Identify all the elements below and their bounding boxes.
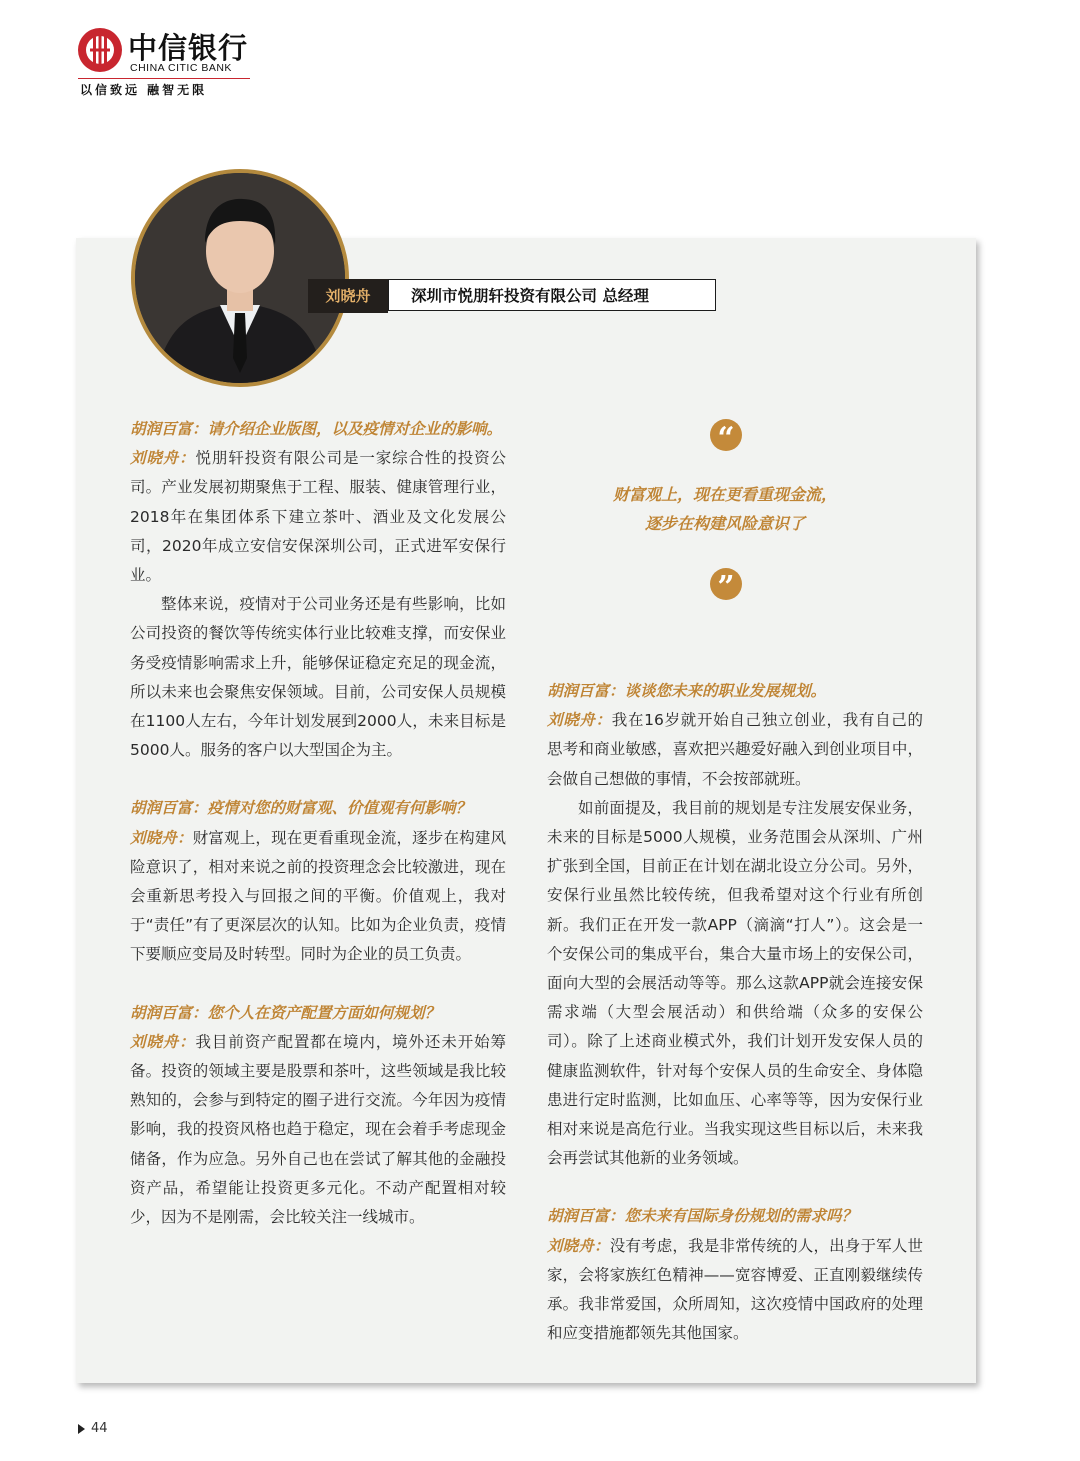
answer bbox=[130, 1028, 506, 1232]
page-number-text: 44 bbox=[91, 1421, 108, 1436]
question: 胡润百富：您个人在资产配置方面如何规划？ bbox=[130, 1003, 441, 1022]
answer-text: 我在16岁就开始自己独立创业，我有自己的思考和商业敏感，喜欢把兴趣爱好融入到创业项目中，会做自己想做的事情，不会按部就班。 bbox=[547, 711, 923, 788]
answer bbox=[130, 824, 506, 970]
speaker-label: 刘晓舟： bbox=[547, 711, 612, 730]
paragraph: 整体来说，疫情对于公司业务还是有些影响，比如公司投资的餐饮等传统实体行业比较难支撑，而安保业务受疫情影响需求上升，能够保证稳定充足的现金流，所以未来也会聚焦安保领域。目前，公司安保人员规模在1100人左右，今年计划发展到2000人，未来目标是5000人。服务的客户以大型国企为主。 bbox=[130, 595, 506, 760]
bank-name-cn: 中信银行 bbox=[128, 31, 249, 65]
answer bbox=[547, 1232, 923, 1349]
right-column bbox=[547, 677, 923, 1348]
question: 胡润百富：请介绍企业版图，以及疫情对企业的影响。 bbox=[130, 420, 503, 438]
pull-quote-line: 逐步在构建风险意识了 bbox=[644, 514, 805, 533]
speaker-label: 刘晓舟： bbox=[130, 449, 196, 468]
speaker-label: 刘晓舟： bbox=[547, 1236, 610, 1255]
page-number bbox=[78, 1421, 108, 1436]
name-title-bar bbox=[308, 279, 718, 313]
portrait-photo bbox=[131, 169, 349, 387]
pull-quote-line: 财富观上，现在更看重现金流， bbox=[612, 485, 837, 504]
logo-divider bbox=[78, 78, 250, 79]
portrait-figure-icon bbox=[135, 173, 345, 383]
interviewee-name: 刘晓舟 bbox=[308, 279, 388, 313]
citic-logo-icon bbox=[76, 26, 124, 74]
speaker-label: 刘晓舟： bbox=[130, 828, 193, 847]
answer-text: 悦朋轩投资有限公司是一家综合性的投资公司。产业发展初期聚焦于工程、服装、健康管理行业，2018年在集团体系下建立茶叶、酒业及文化发展公司，2020年成立安信安保深圳公司，正式进军安保行业。 bbox=[130, 449, 506, 585]
open-quote-icon bbox=[709, 418, 743, 452]
question: 胡润百富：您未来有国际身份规划的需求吗？ bbox=[547, 1207, 858, 1226]
question: 胡润百富：疫情对您的财富观、价值观有何影响？ bbox=[130, 799, 472, 818]
answer-text: 我目前资产配置都在境内，境外还未开始筹备。投资的领域主要是股票和茶叶，这些领域是我比较熟知的，会参与到特定的圈子进行交流。今年因为疫情影响，我的投资风格也趋于稳定，现在会着手考虑现金储备，作为应急。另外自己也在尝试了解其他的金融投资产品，希望能让投资更多元化。不动产配置相对较少，因为不是刚需，会比较关注一线城市。 bbox=[130, 1032, 506, 1227]
play-triangle-icon bbox=[78, 1424, 85, 1434]
answer-text: 没有考虑，我是非常传统的人，出身于军人世家，会将家族红色精神——宽容博爱、正直刚毅继续传承。我非常爱国，众所周知，这次疫情中国政府的处理和应变措施都领先其他国家。 bbox=[547, 1236, 923, 1343]
question: 胡润百富：谈谈您未来的职业发展规划。 bbox=[547, 682, 827, 700]
answer bbox=[130, 444, 506, 590]
svg-text:”: ” bbox=[717, 570, 735, 601]
speaker-label: 刘晓舟： bbox=[130, 1032, 196, 1051]
interviewee-title: 深圳市悦朋轩投资有限公司 总经理 bbox=[388, 279, 716, 311]
bank-name-en: CHINA CITIC BANK bbox=[130, 62, 232, 74]
answer-text: 财富观上，现在更看重现金流，逐步在构建风险意识了，相对来说之前的投资理念会比较激进，现在会重新思考投入与回报之间的平衡。价值观上，我对于“责任”有了更深层次的认知。比如为企业负责，疫情下要顺应变局及时转型。同时为企业的员工负责。 bbox=[130, 828, 506, 964]
close-quote-icon bbox=[709, 567, 743, 601]
left-column bbox=[130, 415, 506, 1232]
bank-slogan: 以信致远 融智无限 bbox=[80, 83, 208, 97]
pull-quote bbox=[560, 480, 890, 538]
svg-text:“: “ bbox=[717, 421, 735, 452]
bank-logo bbox=[76, 26, 266, 106]
answer bbox=[547, 706, 923, 794]
paragraph: 如前面提及，我目前的规划是专注发展安保业务，未来的目标是5000人规模，业务范围会从深圳、广州扩张到全国，目前正在计划在湖北设立分公司。另外，安保行业虽然比较传统，但我希望对这个行业有所创新。我们正在开发一款APP（滴滴“打人”）。这会是一个安保公司的集成平台，集合大量市场上的安保公司，面向大型的会展活动等等。那么这款APP就会连接安保需求端（大型会展活动）和供给端（众多的安保公司）。除了上述商业模式外，我们计划开发安保人员的健康监测软件，针对每个安保人员的生命安全、身体隐患进行定时监测，比如血压、心率等等，因为安保行业相对来说是高危行业。当我实现这些目标以后，未来我会再尝试其他新的业务领域。 bbox=[547, 798, 923, 1168]
